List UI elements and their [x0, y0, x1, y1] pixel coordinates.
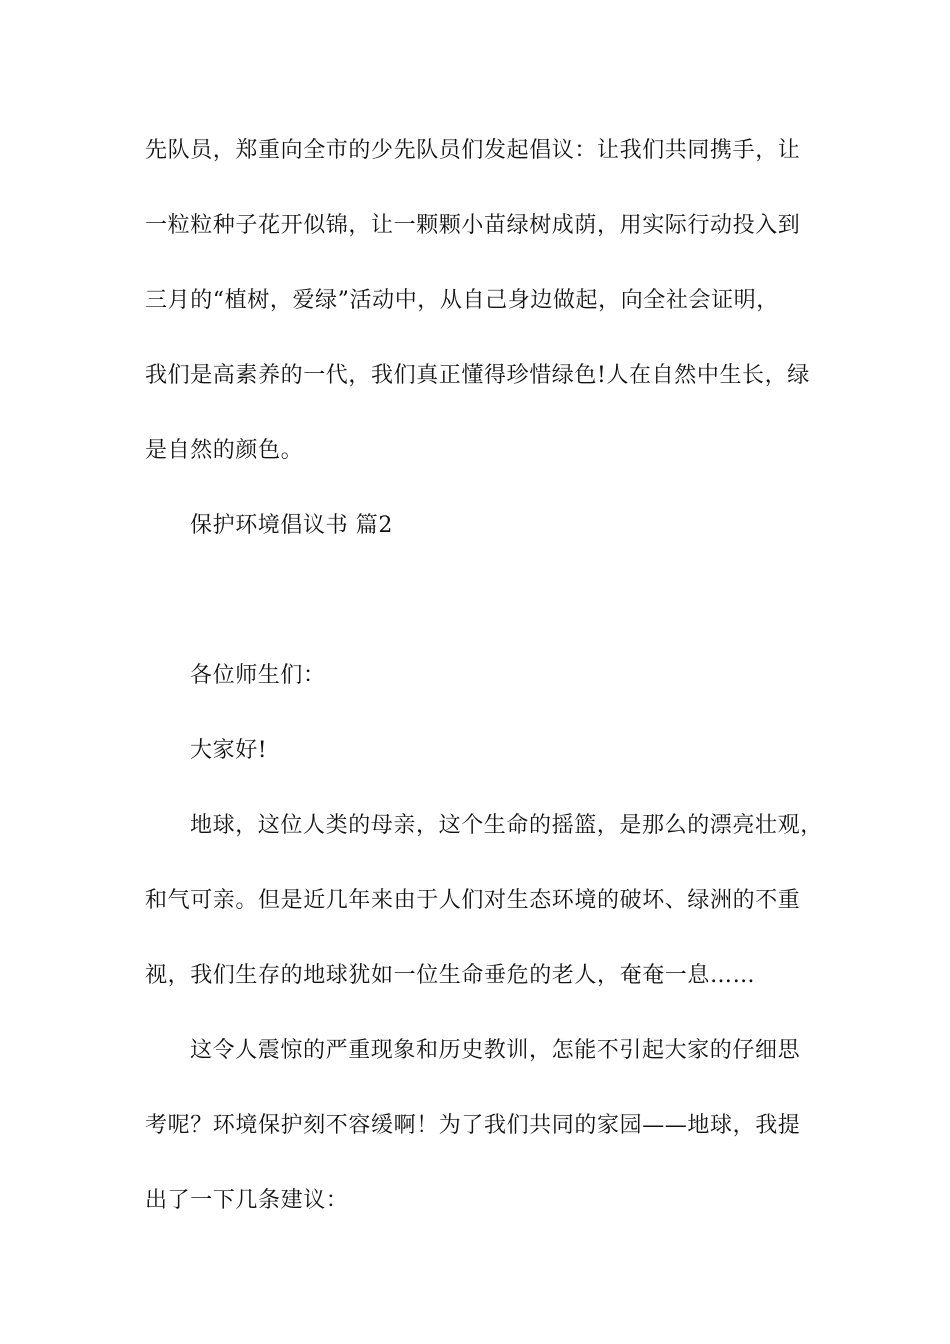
- paragraph-line: 我们是高素养的一代，我们真正懂得珍惜绿色!人在自然中生长，绿: [145, 363, 810, 388]
- salutation: 各位师生们：: [190, 663, 326, 688]
- paragraph-line: 是自然的颜色。: [145, 438, 304, 463]
- paragraph-line: 先队员，郑重向全市的少先队员们发起倡议：让我们共同携手，让: [145, 138, 801, 163]
- paragraph-line: 地球，这位人类的母亲，这个生命的摇篮，是那么的漂亮壮观，: [190, 813, 823, 838]
- paragraph-line: 这令人震惊的严重现象和历史教训，怎能不引起大家的仔细思: [190, 1038, 801, 1063]
- paragraph-line: 一粒粒种子花开似锦，让一颗颗小苗绿树成荫，用实际行动投入到: [145, 213, 801, 238]
- paragraph-line: 视，我们生存的地球犹如一位生命垂危的老人，奄奄一息……: [145, 963, 756, 988]
- paragraph-line: 三月的“植树，爱绿”活动中，从自己身边做起，向全社会证明，: [145, 288, 779, 313]
- paragraph-line: 出了一下几条建议：: [145, 1188, 349, 1213]
- section-heading: 保护环境倡议书 篇2: [190, 513, 393, 538]
- paragraph-line: 和气可亲。但是近几年来由于人们对生态环境的破坏、绿洲的不重: [145, 888, 801, 913]
- paragraph-line: 考呢？环境保护刻不容缓啊！为了我们共同的家园——地球，我提: [145, 1113, 801, 1138]
- greeting: 大家好!: [190, 738, 268, 763]
